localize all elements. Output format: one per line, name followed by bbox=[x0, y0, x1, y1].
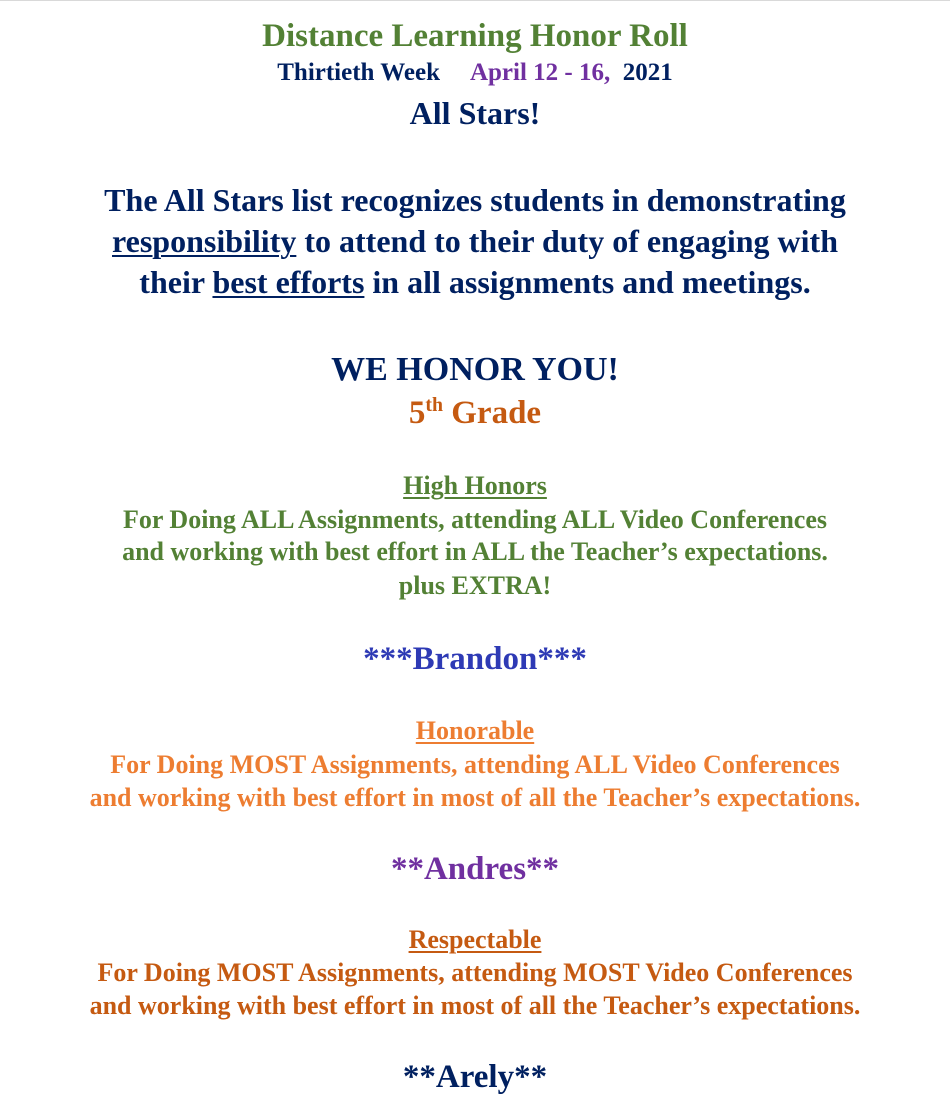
intro-line-2: responsibility to attend to their duty of engaging with bbox=[112, 223, 838, 259]
respectable-student: **Arely** bbox=[402, 1059, 548, 1095]
week-line bbox=[0, 60, 950, 85]
week-label: Thirtieth Week bbox=[277, 59, 440, 86]
honorable-criteria-2: and working with best effort in most of all the Teacher’s expectations. bbox=[89, 783, 861, 812]
grade-heading: 5th Grade bbox=[408, 394, 542, 431]
honorable-title: Honorable bbox=[415, 716, 535, 745]
high-honors-title: High Honors bbox=[403, 471, 547, 500]
honorable-student: **Andres** bbox=[390, 851, 560, 887]
respectable-title: Respectable bbox=[408, 925, 542, 954]
best-efforts-emphasis: best efforts bbox=[212, 264, 365, 300]
top-divider bbox=[0, 0, 950, 1]
high-honors-student: ***Brandon*** bbox=[363, 641, 587, 677]
respectable-criteria-1: For Doing MOST Assignments, attending MOST Video Conferences bbox=[97, 958, 853, 987]
year: 2021 bbox=[622, 59, 673, 86]
respectable-criteria-2: and working with best effort in most of all the Teacher’s expectations. bbox=[89, 991, 861, 1020]
intro-line-3: their best efforts in all assignments and meetings. bbox=[139, 264, 811, 300]
high-honors-criteria-1: For Doing ALL Assignments, attending ALL Video Conferences bbox=[122, 505, 828, 534]
document-title: Distance Learning Honor Roll bbox=[262, 18, 688, 54]
high-honors-criteria-2: and working with best effort in ALL the Teacher’s expectations. bbox=[122, 537, 828, 566]
honorable-criteria-1: For Doing MOST Assignments, attending ALL Video Conferences bbox=[110, 750, 840, 779]
intro-line-1: The All Stars list recognizes students in demonstrating bbox=[104, 182, 846, 218]
all-stars-heading: All Stars! bbox=[409, 95, 541, 131]
responsibility-emphasis: responsibility bbox=[112, 223, 297, 259]
date-range: April 12 - 16, bbox=[469, 59, 611, 86]
high-honors-criteria-3: plus EXTRA! bbox=[398, 571, 552, 600]
we-honor-you-heading: WE HONOR YOU! bbox=[331, 351, 619, 388]
